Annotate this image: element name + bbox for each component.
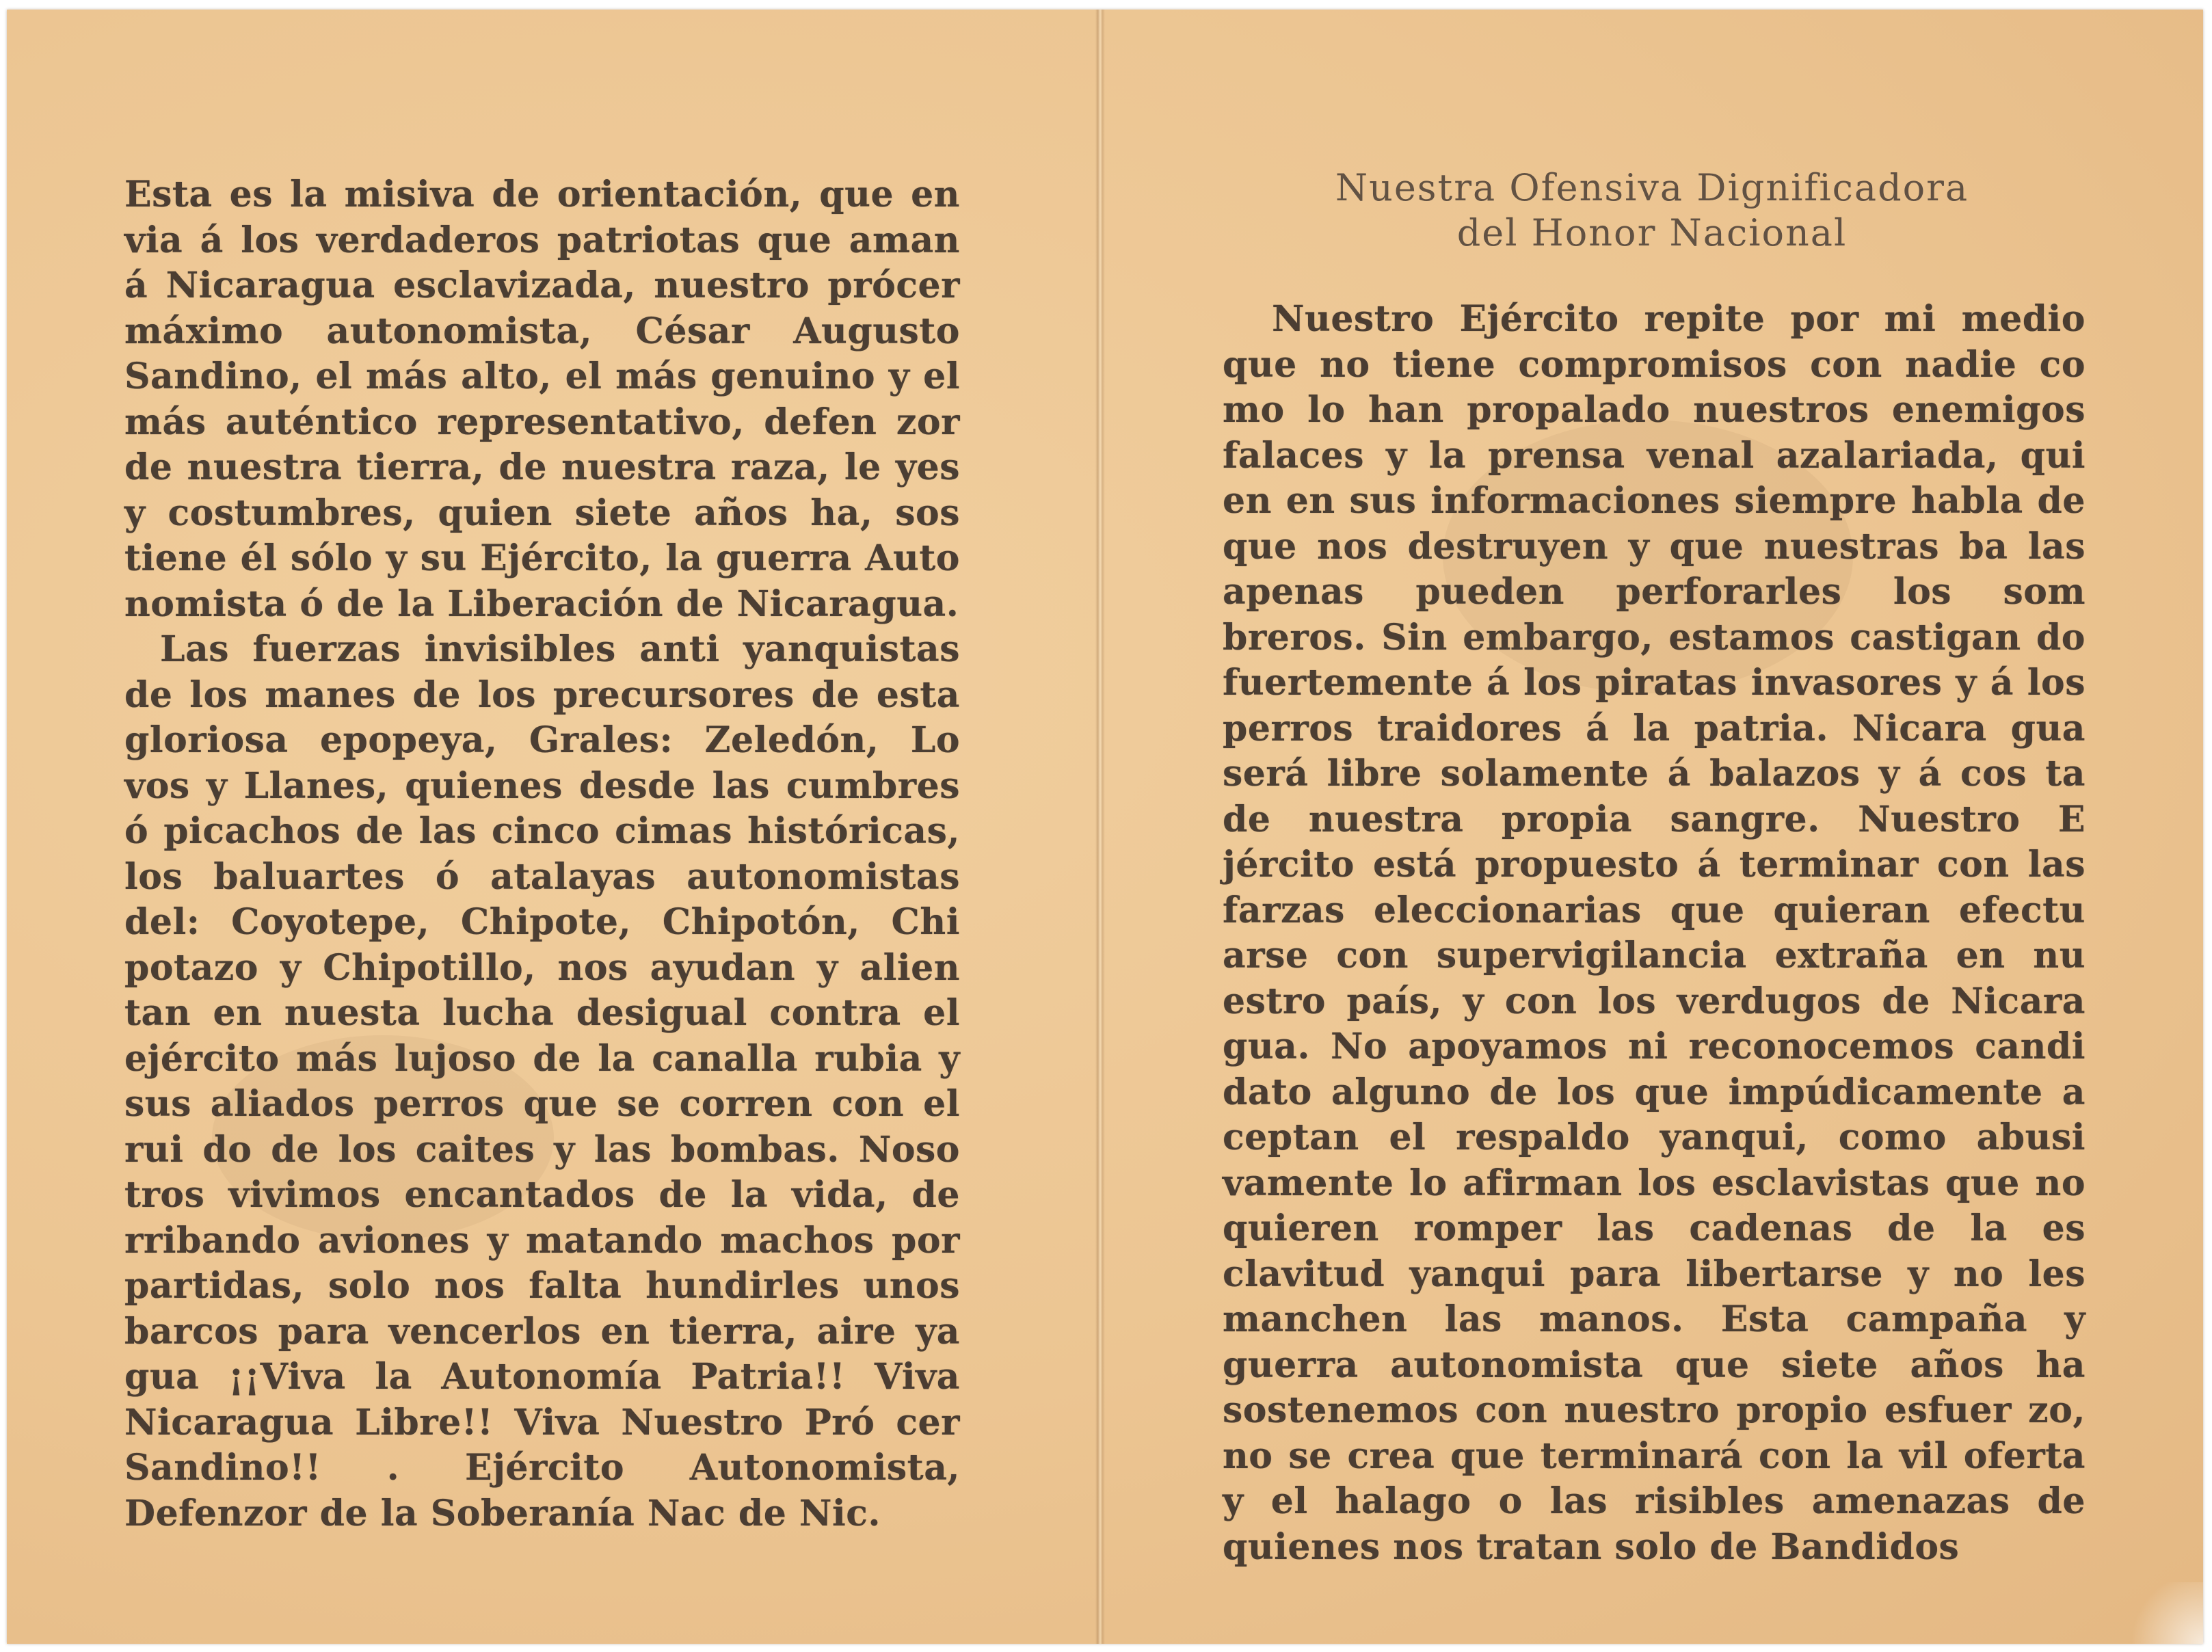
heading-line-2: del Honor Nacional <box>1456 211 1848 254</box>
corner-wear <box>2121 1582 2203 1644</box>
left-page <box>7 10 1095 1644</box>
right-paragraph-1: Nuestro Ejército repite por mi medio que no tiene compromisos con nadie co mo lo han propalado nuestros enemigos falaces y la prensa venal azalariada, qui en en sus informaciones siempre habla de que nos destruyen y que nuestras ba las apenas pueden perforarles los som breros. Sin embargo, estamos castigan do fuertemente á los piratas invasores y á los perros traidores á la patria. Nicara gua será libre solamente á balazos y á cos ta de nuestra propia sangre. Nuestro E jército está propuesto á terminar con las farzas eleccionarias que quieran efectu arse con supervigilancia extraña en nu estro país, y con los verdugos de Nicara gua. No apoyamos ni reconocemos candi dato alguno de los que impúdicamente a ceptan el respaldo yanqui, como abusi vamente lo afirman los esclavistas que no quieren romper las cadenas de la es clavitud yanqui para libertarse y no les manchen las manos. Esta campaña y guerra autonomista que siete años ha sostenemos con nuestro propio esfuer zo, no se crea que terminará con la vil oferta y el halago o las risibles amenazas de quienes nos tratan solo de Bandidos <box>1223 298 2086 1568</box>
heading-line-1: Nuestra Ofensiva Dignificadora <box>1335 166 1969 209</box>
right-page <box>1105 10 2203 1644</box>
folded-leaflet <box>7 10 2203 1644</box>
right-page-heading <box>1221 165 2083 256</box>
left-paragraph-1: Esta es la misiva de orientación, que en via á los verdaderos patriotas que aman á Nicaragua esclavizada, nuestro prócer máximo autonomista, César Augusto Sandino, el más alto, el más genuino y el más auténtico representativo, defen zor de nuestra tierra, de nuestra raza, le yes y costumbres, quien siete años ha, sos tiene él sólo y su Ejército, la guerra Auto nomista ó de la Liberación de Nicaragua. <box>124 174 960 625</box>
left-paragraph-2: Las fuerzas invisibles anti yanquistas de los manes de los precursores de esta gloriosa epopeya, Grales: Zeledón, Lo vos y Llanes, quienes desde las cumbres ó picachos de las cinco cimas históricas, los baluartes ó atalayas autonomistas del: Coyotepe, Chipote, Chipotón, Chi potazo y Chipotillo, nos ayudan y alien tan en nuesta lucha desigual contra el ejército más lujoso de la canalla rubia y sus aliados perros que se corren con el rui do de los caites y las bombas. Noso tros vivimos encantados de la vida, de rribando aviones y matando machos por partidas, solo nos falta hundirles unos barcos para vencerlos en tierra, aire ya gua ¡¡Viva la Autonomía Patria!! Viva Nicaragua Libre!! Viva Nuestro Pró cer Sandino!! . Ejército Autonomista, Defenzor de la Soberanía Nac de Nic. <box>124 628 960 1534</box>
center-fold <box>1095 10 1105 1644</box>
right-page-text <box>1223 297 2086 1570</box>
left-page-text <box>124 172 960 1536</box>
